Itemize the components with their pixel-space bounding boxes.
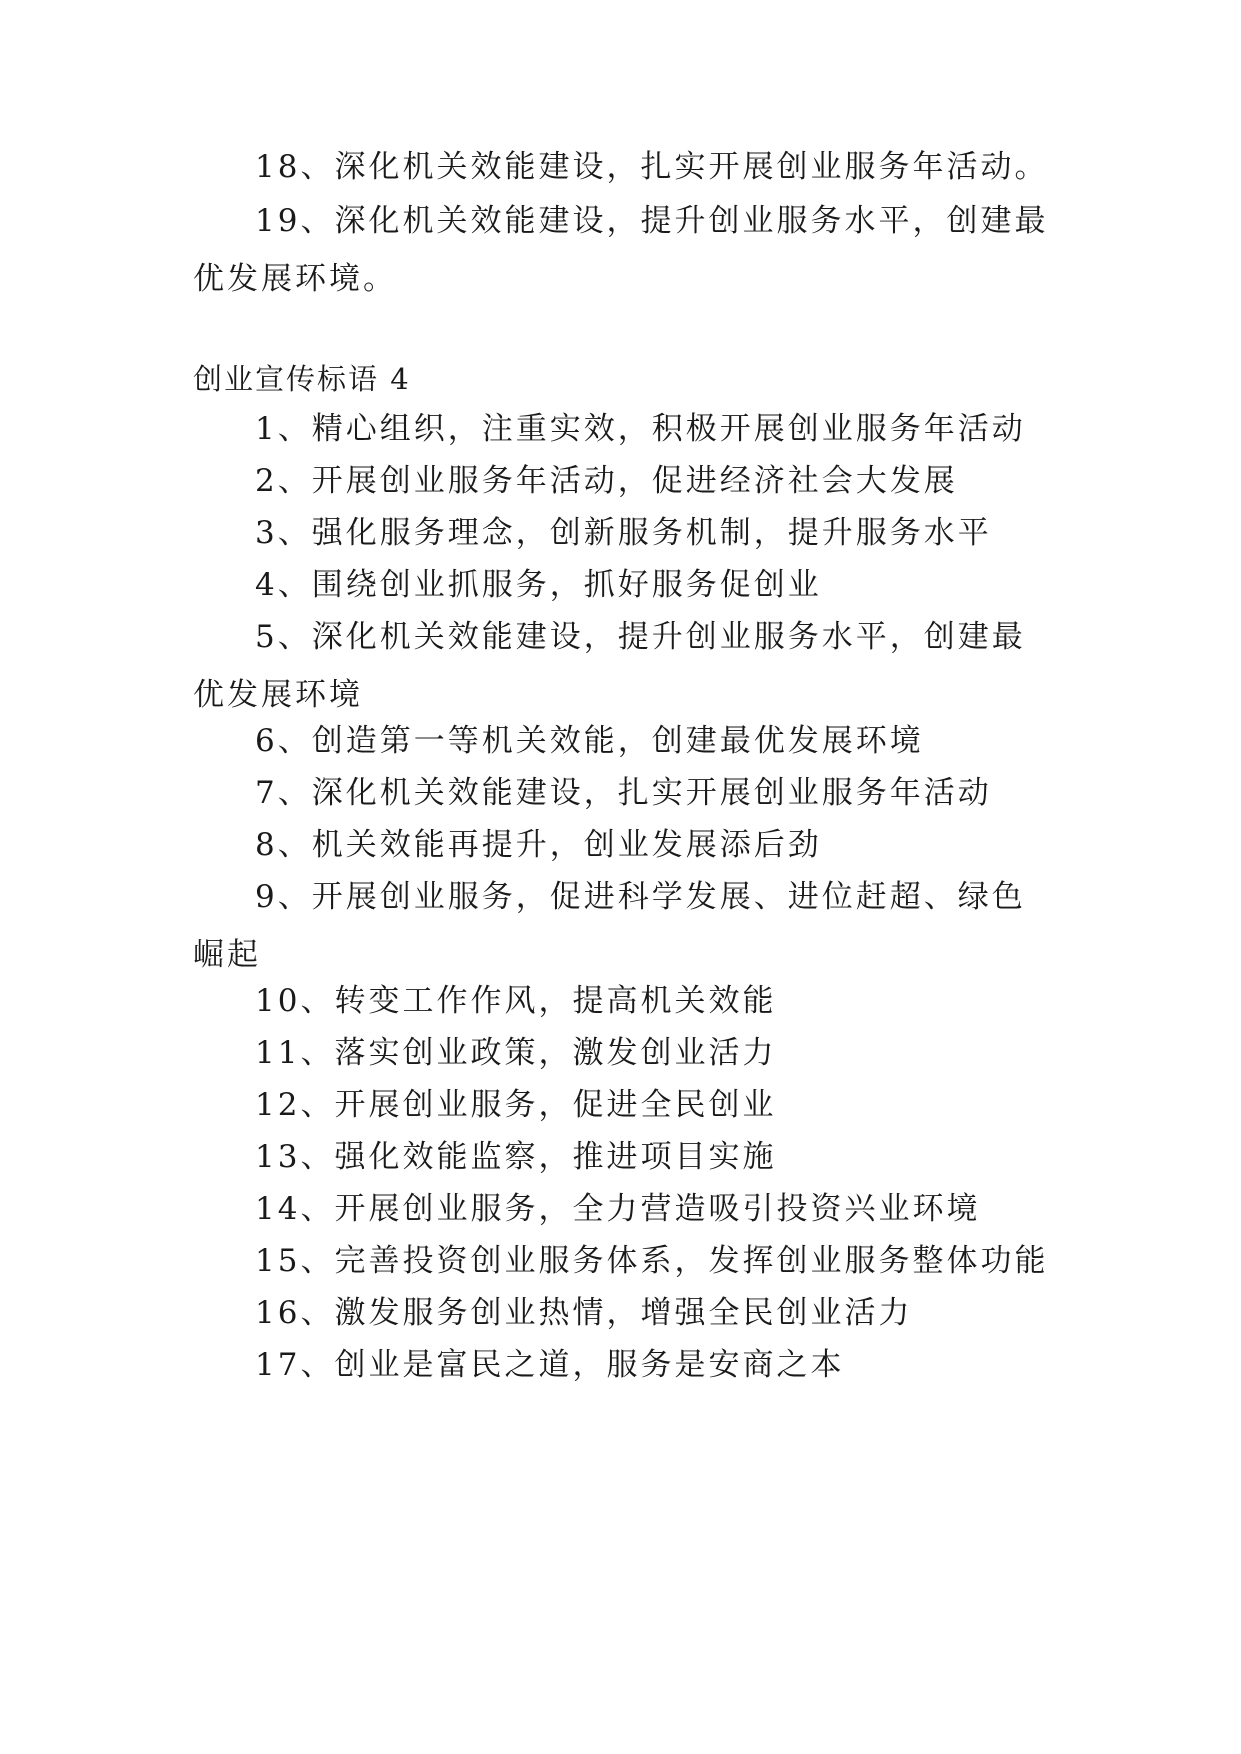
slogan-item-3: 3、强化服务理念，创新服务机制，提升服务水平: [255, 515, 992, 551]
slogan-item-19: 19、深化机关效能建设，提升创业服务水平，创建最优发展环境。: [193, 203, 1049, 297]
slogan-item-12: 12、开展创业服务，促进全民创业: [255, 1087, 777, 1123]
slogan-item-1: 1、精心组织，注重实效，积极开展创业服务年活动: [255, 411, 1026, 447]
slogan-item-11: 11、落实创业政策，激发创业活力: [255, 1035, 777, 1071]
slogan-item-6: 6、创造第一等机关效能，创建最优发展环境: [255, 723, 924, 759]
slogan-item-18: 18、深化机关效能建设，扎实开展创业服务年活动。: [255, 149, 1049, 185]
slogan-item-14: 14、开展创业服务，全力营造吸引投资兴业环境: [255, 1191, 981, 1227]
slogan-item-15: 15、完善投资创业服务体系，发挥创业服务整体功能: [255, 1243, 1049, 1279]
slogan-item-4: 4、围绕创业抓服务，抓好服务促创业: [255, 567, 822, 603]
slogan-item-2: 2、开展创业服务年活动，促进经济社会大发展: [255, 463, 958, 499]
slogan-item-16: 16、激发服务创业热情，增强全民创业活力: [255, 1295, 913, 1331]
slogan-item-9: 9、开展创业服务，促进科学发展、进位赶超、绿色崛起: [193, 879, 1026, 973]
section-title: 创业宣传标语 4: [193, 362, 411, 396]
slogan-item-10: 10、转变工作作风，提高机关效能: [255, 983, 777, 1019]
slogan-item-8: 8、机关效能再提升，创业发展添后劲: [255, 827, 822, 863]
slogan-item-13: 13、强化效能监察，推进项目实施: [255, 1139, 777, 1175]
slogan-item-17: 17、创业是富民之道，服务是安商之本: [255, 1347, 845, 1383]
slogan-item-5: 5、深化机关效能建设，提升创业服务水平，创建最优发展环境: [193, 619, 1026, 713]
slogan-item-7: 7、深化机关效能建设，扎实开展创业服务年活动: [255, 775, 992, 811]
